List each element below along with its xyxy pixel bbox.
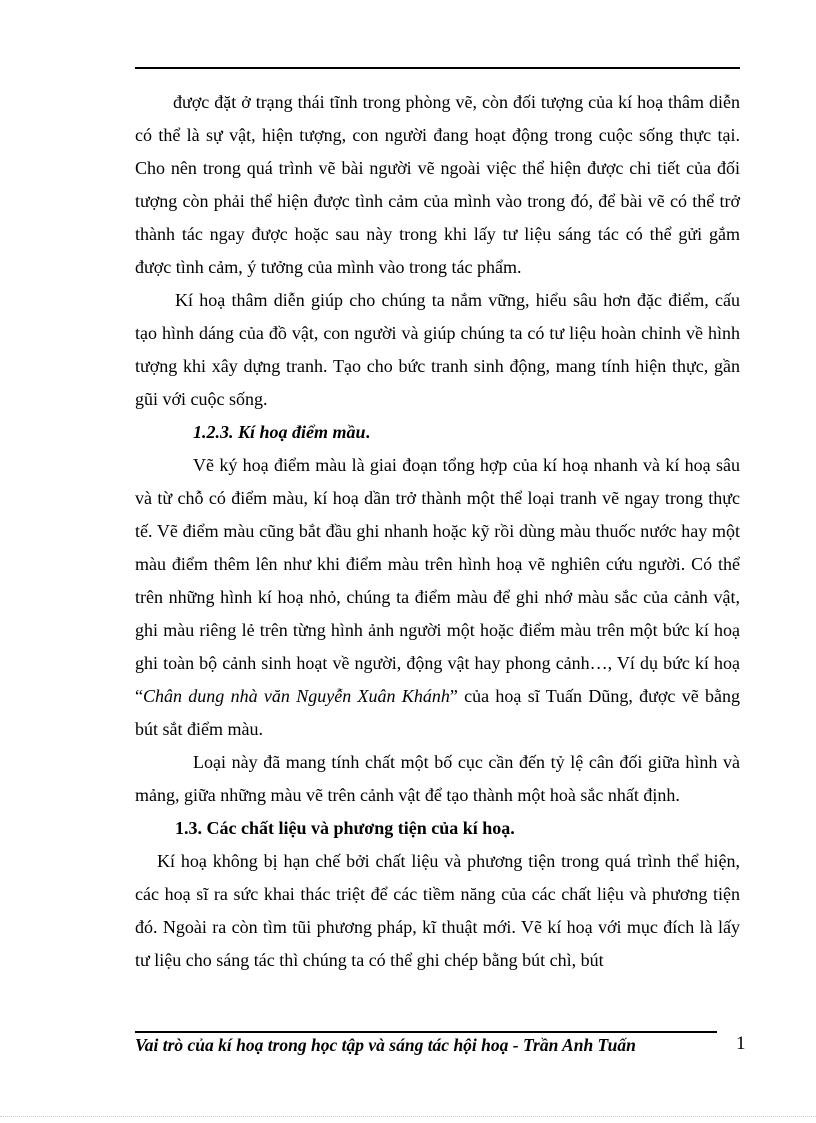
page-number: 1: [736, 1033, 746, 1054]
page-body: [135, 86, 740, 977]
paragraph-ki-hoa-tham-dien: Kí hoạ thâm diễn giúp cho chúng ta nắm vững, hiểu sâu hơn đặc điểm, cấu tạo hình dáng của đồ vật, con người và giúp chúng ta có tư liệu hoàn chỉnh về hình tượng khi xây dựng tranh. Tạo cho bức tranh sinh động, mang tính hiện thực, gần gũi với cuộc sống.: [135, 290, 740, 409]
section-heading-1-2-3-text: 1.2.3. Kí hoạ điểm mầu: [193, 422, 366, 442]
footer-title: Vai trò của kí hoạ trong học tập và sáng tác hội hoạ - Trần Anh Tuấn: [135, 1035, 636, 1055]
header-rule: [135, 67, 740, 69]
paragraph-chat-lieu: Kí hoạ không bị hạn chế bởi chất liệu và phương tiện trong quá trình thể hiện, các hoạ sĩ ra sức khai thác triệt để các tiềm năng của các chất liệu và phương tiện đó. Ngoài ra còn tìm tũi phương pháp, kĩ thuật mới. Vẽ kí hoạ với mục đích là lấy tư liệu cho sáng tác thì chúng ta có thể ghi chép bằng bút chì, bút: [135, 851, 740, 970]
paragraph-diem-mau-start: Vẽ ký hoạ điểm màu là giai đoạn tổng hợp của kí hoạ nhanh và kí hoạ sâu và từ chỗ có điểm màu, kí hoạ dần trở thành một thể loại tranh vẽ ngay trong thực tế. Vẽ điểm màu cũng bắt đầu ghi nhanh hoặc kỹ rồi dùng màu thuốc nước hay một màu điểm thêm lên như khi điểm màu trên hình hoạ vẽ nghiên cứu người. Có thể trên những hình kí hoạ nhỏ, chúng ta điểm màu để ghi nhớ màu sắc của cảnh vật, ghi màu riêng lẻ trên từng hình ảnh người một hoặc điểm màu trên một bức kí hoạ ghi toàn bộ cảnh sinh hoạt về người, động vật hay phong cảnh…, Ví dụ bức kí hoạ “: [135, 455, 740, 706]
section-heading-1-2-3-period: .: [365, 422, 371, 442]
paragraph-diem-mau-end: ” của hoạ sĩ Tuấn Dũng, được vẽ bằng bút sắt điểm màu.: [135, 686, 741, 739]
paragraph-diem-mau: [135, 449, 740, 746]
paragraph-continuation: được đặt ở trạng thái tĩnh trong phòng vẽ, còn đối tượng của kí hoạ thâm diễn có thể là sự vật, hiện tượng, con người đang hoạt động trong cuộc sống thực tại. Cho nên trong quá trình vẽ bài người vẽ ngoài việc thể hiện được chi tiết của đối tượng còn phải thể hiện được tình cảm của mình vào trong đó, để bài vẽ có thể trở thành tác ngay được hoặc sau này trong khi lấy tư liệu sáng tác có thể gửi gắm được tình cảm, ý tưởng của mình vào trong tác phẩm.: [135, 92, 740, 277]
section-heading-1-2-3: [135, 416, 740, 449]
artwork-title: Chân dung nhà văn Nguyễn Xuân Khánh: [143, 686, 450, 706]
section-heading-1-3: 1.3. Các chất liệu và phương tiện của kí hoạ.: [175, 818, 515, 838]
paragraph-bo-cuc: Loại này đã mang tính chất một bố cục cần đến tỷ lệ cân đối giữa hình và mảng, giữa những màu vẽ trên cảnh vật để tạo thành một hoà sắc nhất định.: [135, 752, 740, 805]
page-edge-divider: [0, 1116, 816, 1117]
